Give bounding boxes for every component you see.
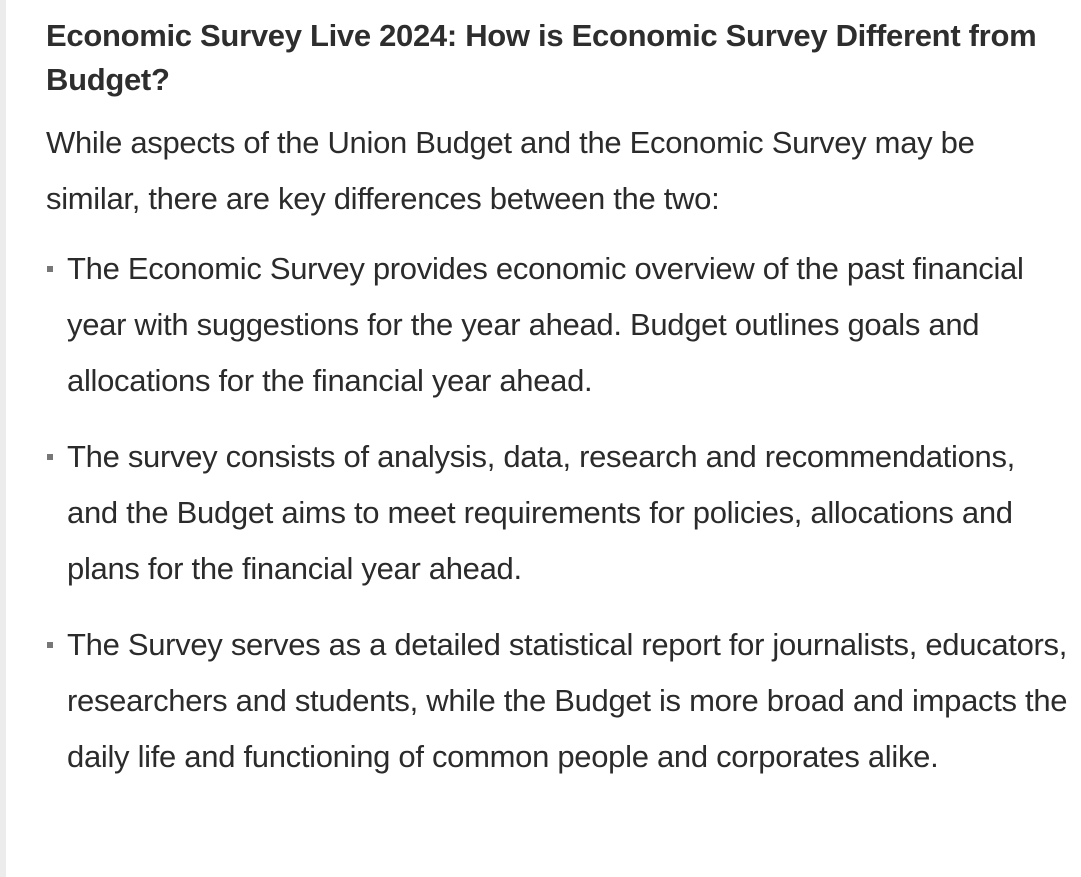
list-item	[46, 241, 1068, 409]
article-section	[46, 14, 1068, 805]
left-border	[0, 0, 6, 877]
square-bullet-icon	[47, 642, 53, 648]
list-item	[46, 617, 1068, 785]
differences-list	[46, 241, 1068, 785]
list-item-text: The Economic Survey provides economic overview of the past financial year with suggestions for the year ahead. Budget outlines goals and allocations for the financial year ahead.	[67, 251, 1024, 398]
square-bullet-icon	[47, 454, 53, 460]
article-heading: Economic Survey Live 2024: How is Economic Survey Different from Budget?	[46, 18, 1037, 97]
list-item-text: The Survey serves as a detailed statistical report for journalists, educators, researchers and students, while the Budget is more broad and impacts the daily life and functioning of common people and corporates alike.	[67, 627, 1068, 774]
list-item-text: The survey consists of analysis, data, research and recommendations, and the Budget aims to meet requirements for policies, allocations and plans for the financial year ahead.	[67, 439, 1015, 586]
list-item	[46, 429, 1068, 597]
intro-paragraph: While aspects of the Union Budget and the Economic Survey may be similar, there are key differences between the two:	[46, 125, 975, 216]
square-bullet-icon	[47, 266, 53, 272]
